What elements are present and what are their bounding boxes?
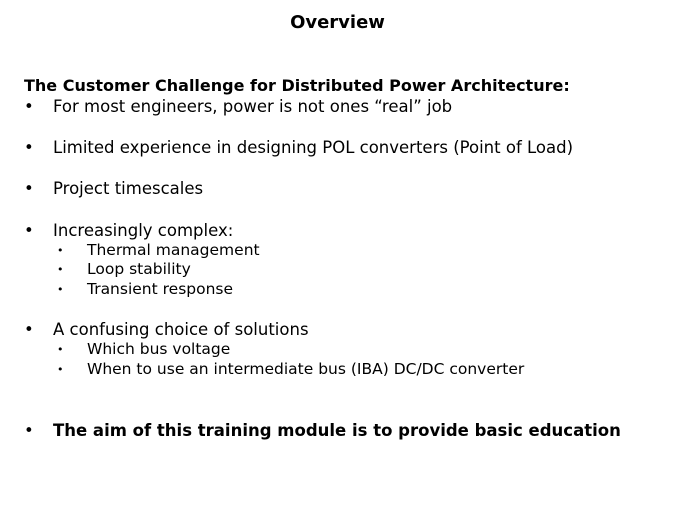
bullet-text: Project timescales [53, 179, 204, 198]
sub-bullet-text: When to use an intermediate bus (IBA) DC/DC converter [87, 360, 525, 378]
bullet-icon: • [24, 320, 34, 339]
bullet-icon: • [24, 97, 34, 116]
bullet-icon: • [24, 221, 34, 240]
bullet-icon: • [24, 421, 34, 440]
bullet-icon: • [24, 179, 34, 198]
sub-bullet-icon: • [57, 283, 64, 296]
sub-bullet-text: Loop stability [87, 260, 191, 278]
sub-bullet-icon: • [57, 263, 64, 276]
bullet-text: A confusing choice of solutions [53, 320, 309, 339]
sub-bullet-text: Thermal management [87, 241, 260, 259]
sub-bullet-icon: • [57, 343, 64, 356]
slide-title: Overview [290, 12, 385, 33]
sub-bullet-icon: • [57, 244, 64, 257]
bullet-text: Increasingly complex: [53, 221, 234, 240]
bullet-text: Limited experience in designing POL converters (Point of Load) [53, 138, 574, 157]
bullet-icon: • [24, 138, 34, 157]
sub-bullet-text: Transient response [87, 280, 234, 298]
bullet-text: For most engineers, power is not ones “real” job [53, 97, 453, 116]
section-heading: The Customer Challenge for Distributed Power Architecture: [24, 76, 570, 95]
bullet-text-emphasis: The aim of this training module is to provide basic education [53, 421, 621, 440]
sub-bullet-text: Which bus voltage [87, 340, 231, 358]
sub-bullet-icon: • [57, 363, 64, 376]
